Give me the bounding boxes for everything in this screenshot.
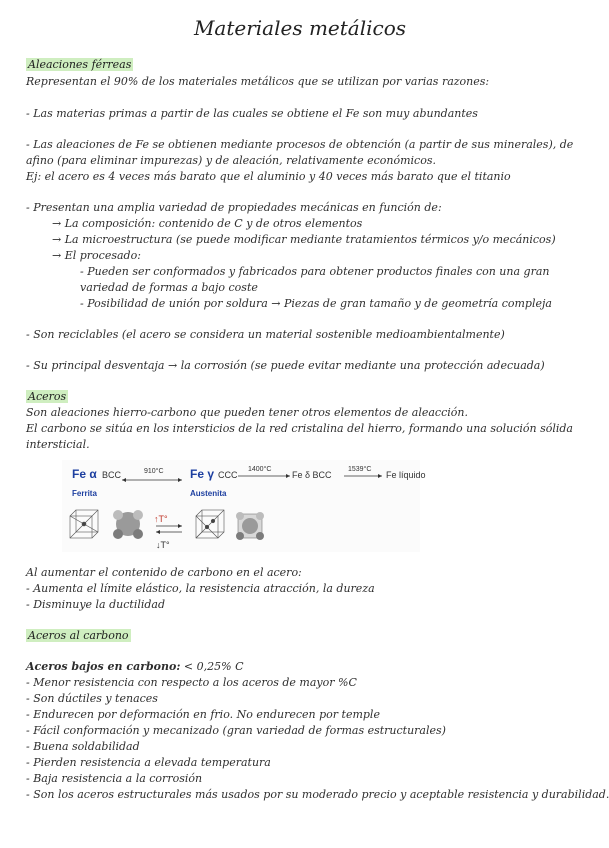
temp-1400: 1400°C	[248, 466, 272, 473]
temperature-down-label: ↓T°	[156, 540, 170, 550]
bullet-aumenta: - Aumenta el límite elástico, la resistencia atracción, la dureza	[26, 582, 375, 595]
label-bcc: BCC	[102, 470, 122, 480]
aceros-line2: El carbono se sitúa en los intersticios de la red cristalina del hierro, formando una solución sólida	[26, 422, 573, 435]
bullet-estructurales: - Son los aceros estructurales más usados por su moderado precio y aceptable resistencia y durabilidad.	[26, 788, 609, 801]
bcc-sphere-model	[113, 510, 143, 539]
bullet-procesos-line2: afino (para eliminar impurezas) y de aleación, relativamente económicos.	[26, 154, 436, 167]
sub-sub-bullet-conformados-line1: - Pueden ser conformados y fabricados para obtener productos finales con una gran	[80, 265, 550, 278]
page-title: Materiales metálicos	[193, 16, 407, 40]
bullet-soldabilidad: - Buena soldabilidad	[26, 740, 140, 753]
bullet-pierden-resistencia: - Pierden resistencia a elevada temperatura	[26, 756, 271, 769]
bullet-materias-primas: - Las materias primas a partir de las cuales se obtiene el Fe son muy abundantes	[26, 107, 478, 120]
temperature-up-label: ↑T°	[154, 514, 168, 524]
label-fe-delta: Fe δ BCC	[292, 470, 332, 480]
sub-sub-bullet-conformados-line2: variedad de formas a bajo coste	[80, 281, 258, 294]
bullet-propiedades: - Presentan una amplia variedad de propiedades mecánicas en función de:	[26, 201, 442, 214]
bullet-disminuye: - Disminuye la ductilidad	[26, 598, 166, 611]
iron-phases-diagram	[62, 460, 426, 552]
aceros-line3: intersticial.	[26, 438, 90, 451]
sub-bullet-composicion: → La composición: contenido de C y de otros elementos	[52, 217, 363, 230]
bullet-facil-conformacion: - Fácil conformación y mecanizado (gran variedad de formas estructurales)	[26, 724, 446, 737]
bullet-reciclables: - Son reciclables (el acero se considera un material sostenible medioambientalmente)	[26, 328, 505, 341]
label-fe-liquido: Fe líquido	[386, 470, 426, 480]
aumentar-carbono-line: Al aumentar el contenido de carbono en el acero:	[26, 566, 302, 579]
paragraph-intro: Representan el 90% de los materiales metálicos que se utilizan por varias razones:	[26, 75, 490, 88]
sub-bullet-procesado: → El procesado:	[52, 249, 141, 262]
temp-1539: 1539°C	[348, 466, 372, 473]
label-ccc: CCC	[218, 470, 238, 480]
bullet-procesos-line1: - Las aleaciones de Fe se obtienen mediante procesos de obtención (a partir de sus minerales), de	[26, 138, 574, 151]
label-ferrita: Ferrita	[72, 489, 97, 498]
temp-910: 910°C	[144, 468, 164, 475]
sub-bullet-microestructura: → La microestructura (se puede modificar mediante tratamientos térmicos y/o mecánicos)	[52, 233, 556, 246]
section-heading-aceros: Aceros	[28, 390, 67, 403]
subheading-bajos-carbono: Aceros bajos en carbono: < 0,25% C	[26, 660, 244, 673]
label-austenita: Austenita	[190, 489, 227, 498]
example-line: Ej: el acero es 4 veces más barato que el aluminio y 40 veces más barato que el titanio	[26, 170, 511, 183]
bullet-ductiles: - Son dúctiles y tenaces	[26, 692, 158, 705]
aceros-line1: Son aleaciones hierro-carbono que pueden tener otros elementos de aleacción.	[26, 406, 468, 419]
bullet-desventaja: - Su principal desventaja → la corrosión (se puede evitar mediante una protección adecuada)	[26, 359, 545, 372]
section-heading-aleaciones: Aleaciones férreas	[28, 58, 132, 71]
bullet-corrosion: - Baja resistencia a la corrosión	[26, 772, 203, 785]
sub-sub-bullet-soldura: - Posibilidad de unión por soldura → Piezas de gran tamaño y de geometría compleja	[80, 297, 552, 310]
label-fe-alpha: Fe α	[72, 467, 97, 481]
bullet-menor-resistencia: - Menor resistencia con respecto a los aceros de mayor %C	[26, 676, 357, 689]
fcc-sphere-model	[236, 512, 264, 540]
label-fe-gamma: Fe γ	[190, 467, 215, 481]
bullet-endurecen: - Endurecen por deformación en frio. No endurecen por temple	[26, 708, 380, 721]
section-heading-aceros-carbono: Aceros al carbono	[28, 629, 129, 642]
